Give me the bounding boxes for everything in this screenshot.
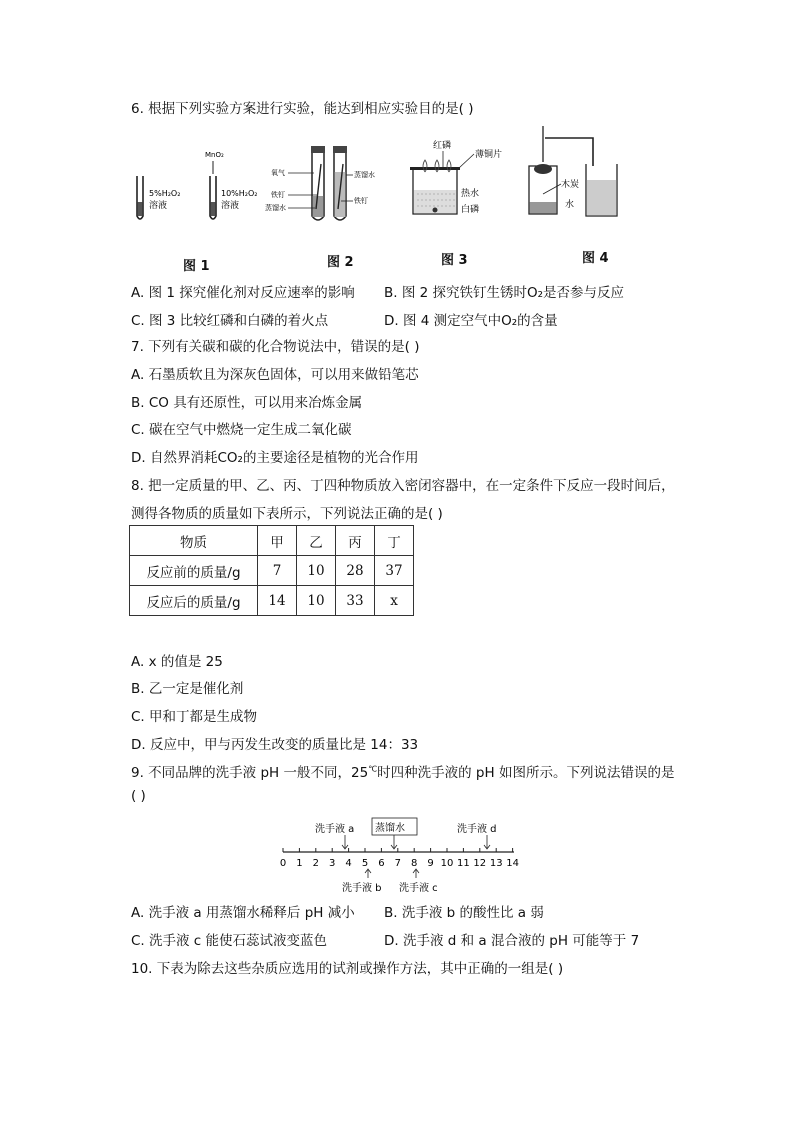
fig1-tube1-label1: 5%H₂O₂ <box>149 189 181 198</box>
fig2-label-water2: 蒸馏水 <box>354 171 375 179</box>
table-header-cell: 丙 <box>336 526 375 556</box>
fig3-label-redp: 红磷 <box>433 141 452 151</box>
q9-option-d: D. 洗手液 d 和 a 混合液的 pH 可能等于 7 <box>384 933 640 949</box>
fig1-tube1-label2: 溶液 <box>149 201 168 211</box>
table-cell: 14 <box>258 586 297 616</box>
ph-tick-label: 13 <box>489 858 503 869</box>
q9-option-a: A. 洗手液 a 用蒸馏水稀释后 pH 减小 <box>131 905 355 921</box>
ph-label-a: 洗手液 a <box>315 824 355 835</box>
fig1-tube2-label1: 10%H₂O₂ <box>221 189 258 198</box>
fig4-label-charcoal: 木炭 <box>561 180 580 190</box>
ph-label-d: 洗手液 d <box>457 824 497 835</box>
table-header-cell: 物质 <box>130 526 258 556</box>
table-cell: 37 <box>375 556 414 586</box>
fig2-diagram <box>265 146 375 220</box>
q9-degree-sign: ℃ <box>368 764 378 774</box>
q6-option-c: C. 图 3 比较红磷和白磷的着火点 <box>131 313 329 329</box>
table-row <box>130 526 414 556</box>
fig3-caption: 图 3 <box>441 253 468 268</box>
q8-option-b: B. 乙一定是催化剂 <box>131 681 244 697</box>
q6-stem: 6. 根据下列实验方案进行实验，能达到相应实验目的是( ) <box>131 101 474 117</box>
fig2-label-nail1: 铁钉 <box>271 191 285 199</box>
q9-stem-line2: ( ) <box>131 788 146 804</box>
ph-tick-label: 7 <box>394 858 401 869</box>
fig3-label-hotwater: 热水 <box>461 189 480 199</box>
table-cell: 反应后的质量/g <box>130 586 258 616</box>
q9-option-b: B. 洗手液 b 的酸性比 a 弱 <box>384 905 544 921</box>
ph-tick-label: 8 <box>411 858 418 869</box>
q10-stem: 10. 下表为除去这些杂质应选用的试剂或操作方法，其中正确的一组是( ) <box>131 961 564 977</box>
table-cell: 33 <box>336 586 375 616</box>
q9-stem-part1: 9. 不同品牌的洗手液 pH 一般不同，25 <box>131 765 369 781</box>
table-cell: x <box>375 586 414 616</box>
fig3-label-copper: 薄铜片 <box>475 150 503 160</box>
q6-option-d: D. 图 4 测定空气中O₂的含量 <box>384 313 558 329</box>
table-cell: 10 <box>297 586 336 616</box>
fig4-label-water: 水 <box>565 200 575 210</box>
ph-label-b: 洗手液 b <box>342 883 382 894</box>
q8-mass-table <box>129 525 414 616</box>
fig3-diagram <box>410 139 502 215</box>
q8-option-c: C. 甲和丁都是生成物 <box>131 709 258 725</box>
ph-tick-label: 2 <box>312 858 319 869</box>
ph-tick-label: 14 <box>506 858 519 869</box>
q7-option-c: C. 碳在空气中燃烧一定生成二氧化碳 <box>131 422 352 438</box>
ph-tick-label: 6 <box>378 858 385 869</box>
ph-label-water: 蒸馏水 <box>375 823 405 834</box>
q8-stem-line1: 8. 把一定质量的甲、乙、丙、丁四种物质放入密闭容器中，在一定条件下反应一段时间后， <box>131 478 675 494</box>
fig4-diagram <box>529 126 617 216</box>
fig2-label-nail2: 铁钉 <box>354 197 368 205</box>
q6-option-a: A. 图 1 探究催化剂对反应速率的影响 <box>131 285 355 301</box>
ph-tick-label: 0 <box>279 858 287 869</box>
fig2-label-oxygen: 氧气 <box>271 169 285 177</box>
q6-option-b: B. 图 2 探究铁钉生锈时O₂是否参与反应 <box>384 285 625 301</box>
ph-tick-label: 4 <box>345 858 352 869</box>
fig4-caption: 图 4 <box>582 251 609 266</box>
q7-option-b: B. CO 具有还原性，可以用来冶炼金属 <box>131 395 363 411</box>
table-header-cell: 乙 <box>297 526 336 556</box>
ph-tick-label: 9 <box>427 858 434 869</box>
fig1-mno2-label: MnO₂ <box>205 151 224 159</box>
q6-figures <box>125 124 645 274</box>
q7-option-a: A. 石墨质软且为深灰色固体，可以用来做铅笔芯 <box>131 367 419 383</box>
ph-tick-label: 12 <box>473 858 487 869</box>
fig2-label-water1: 蒸馏水 <box>265 204 286 212</box>
table-row <box>130 556 414 586</box>
q9-stem-line1 <box>131 761 674 781</box>
q7-option-d: D. 自然界消耗CO₂的主要途径是植物的光合作用 <box>131 450 419 466</box>
q9-ph-scale <box>275 812 525 898</box>
ph-tick-label: 3 <box>329 858 336 869</box>
q9-stem-part2: 时四种洗手液的 pH 如图所示。下列说法错误的是 <box>377 765 675 781</box>
table-cell: 反应前的质量/g <box>130 556 258 586</box>
table-cell: 7 <box>258 556 297 586</box>
table-cell: 28 <box>336 556 375 586</box>
ph-tick-label: 5 <box>361 858 369 869</box>
fig1-tube2-label2: 溶液 <box>221 201 240 211</box>
q8-stem-line2: 测得各物质的质量如下表所示，下列说法正确的是( ) <box>131 506 443 522</box>
ph-tick-labels <box>280 858 519 869</box>
fig2-caption: 图 2 <box>327 255 354 270</box>
q7-stem: 7. 下列有关碳和碳的化合物说法中，错误的是( ) <box>131 339 420 355</box>
ph-tick-label: 10 <box>440 858 454 869</box>
table-cell: 10 <box>297 556 336 586</box>
fig1-caption: 图 1 <box>183 259 210 274</box>
table-row <box>130 586 414 616</box>
fig3-label-whitep: 白磷 <box>461 205 480 215</box>
q8-option-d: D. 反应中，甲与丙发生改变的质量比是 14：33 <box>131 737 419 753</box>
ph-tick-label: 1 <box>296 858 303 869</box>
table-header-cell: 丁 <box>375 526 414 556</box>
ph-tick-label: 11 <box>457 858 470 869</box>
q8-option-a: A. x 的值是 25 <box>131 654 223 670</box>
q9-option-c: C. 洗手液 c 能使石蕊试液变蓝色 <box>131 933 328 949</box>
table-header-cell: 甲 <box>258 526 297 556</box>
ph-label-c: 洗手液 c <box>399 883 438 894</box>
fig1-diagram <box>137 151 258 219</box>
